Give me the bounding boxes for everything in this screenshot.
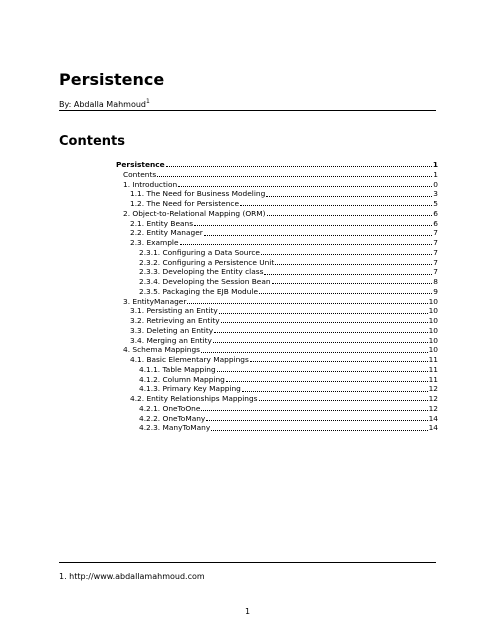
page-number: 1 [244,607,251,616]
toc-dot-leader [214,326,427,333]
toc-entry-page: 9 [433,286,438,296]
toc-dot-leader [272,277,432,284]
toc-entry-page: 7 [433,228,438,238]
toc-dot-leader [259,394,428,401]
toc-entry-label: 4. Schema Mappings [123,345,201,355]
toc-entry-label: 4.2.3. ManyToMany [139,423,211,433]
toc-entry-label: Contents [123,169,157,179]
toc-entry[interactable] [116,365,438,375]
toc-entry-page: 7 [433,257,438,267]
toc-entry-page: 11 [428,374,438,384]
toc-entry-page: 1 [432,160,438,169]
toc-dot-leader [226,375,428,382]
toc-entry[interactable] [116,375,438,385]
toc-dot-leader [211,424,427,431]
toc-dot-leader [219,307,428,314]
toc-dot-leader [264,268,432,275]
toc-dot-leader [166,160,432,167]
toc-entry-label: 3.1. Persisting an Entity [130,306,218,316]
toc-entry-label: 3.3. Deleting an Entity [130,325,214,335]
toc-entry-page: 14 [428,423,438,433]
toc-entry-label: Persistence [116,160,165,169]
toc-entry-label: 2.1. Entity Beans [130,218,194,228]
toc-entry-label: 4.2.2. OneToMany [139,413,206,423]
toc-entry-page: 7 [433,238,438,247]
toc-dot-leader [157,170,432,177]
toc-entry[interactable] [116,248,438,258]
toc-entry-label: 2.3.3. Developing the Entity class [139,267,264,277]
toc-entry[interactable] [116,394,438,404]
toc-dot-leader [194,219,432,226]
toc-entry-page: 3 [433,189,438,199]
toc-entry-page: 5 [433,199,438,208]
toc-entry-label: 2.3.5. Packaging the EJB Module [139,286,258,296]
document-title: Persistence [59,70,165,89]
toc-dot-leader [221,316,428,323]
toc-entry[interactable] [116,316,438,326]
toc-entry-page: 10 [428,296,438,306]
footnote-separator [59,562,436,563]
toc-entry-label: 2.3.2. Configuring a Persistence Unit [139,257,275,267]
toc-dot-leader [180,238,432,245]
toc-dot-leader [250,355,428,362]
toc-dot-leader [242,385,428,392]
toc-entry-page: 10 [428,306,438,316]
toc-dot-leader [217,365,428,372]
toc-entry-page: 10 [428,345,438,355]
toc-entry[interactable] [116,306,438,316]
toc-entry[interactable] [116,160,438,170]
table-of-contents [116,160,438,433]
footnote: 1. http://www.abdallamahmoud.com [59,572,205,581]
author-byline [59,100,436,111]
toc-entry-page: 11 [428,364,438,374]
toc-entry[interactable] [116,180,438,190]
toc-entry[interactable] [116,336,438,346]
toc-entry[interactable] [116,287,438,297]
toc-entry-label: 3.2. Retrieving an Entity [130,316,220,325]
toc-entry[interactable] [116,199,438,209]
toc-entry[interactable] [116,258,438,268]
toc-entry-page: 14 [428,413,438,423]
toc-dot-leader [275,258,432,265]
toc-dot-leader [267,209,432,216]
toc-entry[interactable] [116,267,438,277]
toc-entry-label: 4.2. Entity Relationships Mappings [130,394,258,403]
toc-entry[interactable] [116,170,438,180]
toc-entry[interactable] [116,238,438,248]
toc-entry-label: 2.2. Entity Manager [130,228,203,238]
toc-dot-leader [266,190,432,197]
toc-entry[interactable] [116,326,438,336]
toc-dot-leader [259,287,432,294]
toc-entry-label: 2.3.4. Developing the Session Bean [139,277,271,286]
toc-entry-page: 6 [433,208,438,218]
toc-dot-leader [240,199,432,206]
toc-entry-label: 2.3. Example [130,238,179,247]
toc-entry[interactable] [116,345,438,355]
toc-dot-leader [201,404,427,411]
toc-dot-leader [261,248,432,255]
toc-entry[interactable] [116,384,438,394]
toc-entry-label: 1.1. The Need for Business Modeling [130,189,266,199]
toc-dot-leader [201,346,428,353]
toc-dot-leader [178,180,432,187]
footnote-reference: 1 [146,98,150,105]
toc-entry-label: 2. Object-to-Relational Mapping (ORM) [123,208,266,218]
toc-dot-leader [187,297,427,304]
toc-entry-page: 12 [428,394,438,403]
toc-entry[interactable] [116,414,438,424]
toc-entry-label: 2.3.1. Configuring a Data Source [139,247,260,257]
toc-entry-label: 4.1.1. Table Mapping [139,364,216,374]
toc-entry[interactable] [116,219,438,229]
toc-entry-label: 4.1. Basic Elementary Mappings [130,355,249,364]
toc-entry[interactable] [116,209,438,219]
toc-dot-leader [204,229,432,236]
author-name: By: Abdalla Mahmoud [59,100,147,109]
toc-entry-label: 1. Introduction [123,179,178,189]
toc-entry-page: 1 [433,169,438,179]
toc-entry-label: 4.2.1. OneToOne [139,403,201,413]
toc-entry-page: 7 [433,267,438,277]
toc-entry-label: 3. EntityManager [123,296,187,306]
toc-entry-label: 4.1.2. Column Mapping [139,374,225,384]
toc-entry-label: 1.2. The Need for Persistence [130,199,239,208]
toc-entry-page: 10 [428,335,438,345]
toc-entry-page: 10 [428,325,438,335]
toc-entry-page: 0 [433,179,438,189]
toc-entry-page: 12 [428,384,438,394]
toc-entry-page: 10 [428,316,438,325]
toc-dot-leader [213,336,428,343]
toc-entry-page: 8 [433,277,438,286]
toc-entry-label: 3.4. Merging an Entity [130,335,212,345]
toc-entry[interactable] [116,404,438,414]
toc-entry-page: 6 [433,218,438,228]
toc-entry-label: 4.1.3. Primary Key Mapping [139,384,241,394]
toc-entry[interactable] [116,297,438,307]
toc-entry-page: 7 [433,247,438,257]
contents-heading: Contents [59,134,125,149]
toc-entry[interactable] [116,355,438,365]
toc-entry-page: 11 [428,355,438,364]
toc-entry[interactable] [116,423,438,433]
toc-dot-leader [206,414,427,421]
toc-entry[interactable] [116,277,438,287]
toc-entry[interactable] [116,228,438,238]
toc-entry[interactable] [116,189,438,199]
toc-entry-page: 12 [428,403,438,413]
